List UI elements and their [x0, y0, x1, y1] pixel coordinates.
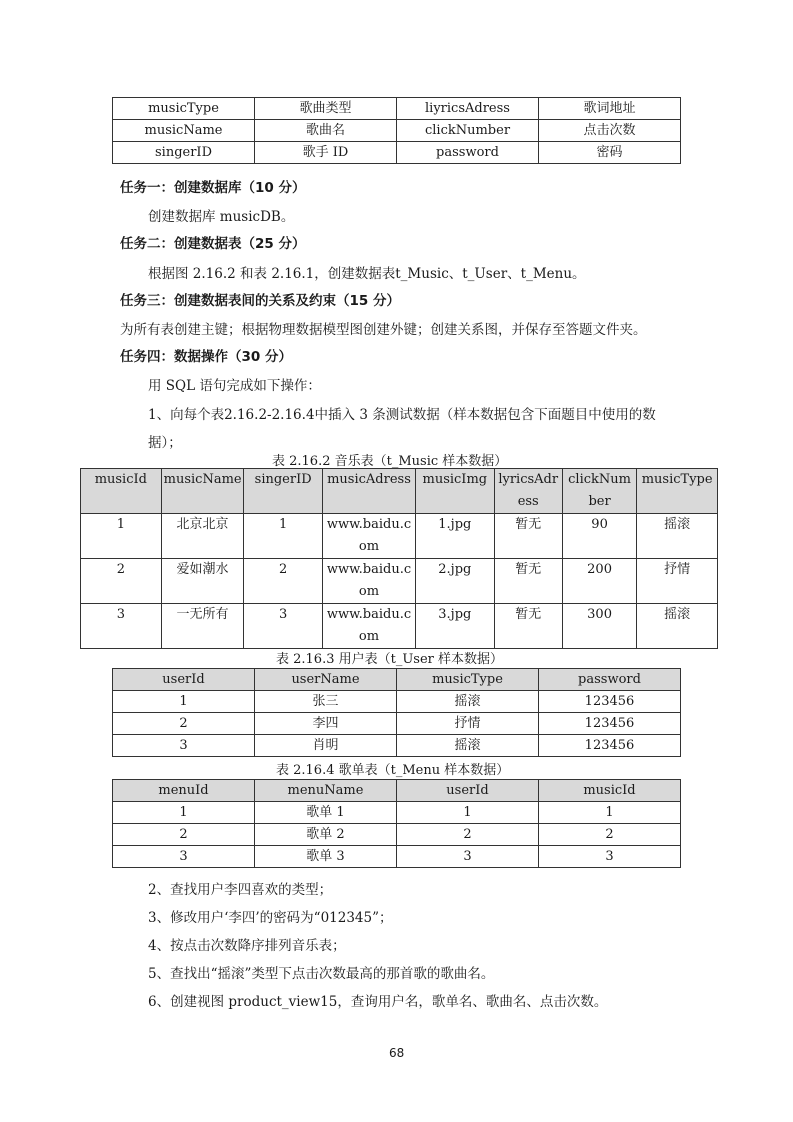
table-cell: 1 [81, 514, 162, 559]
table-row [81, 514, 718, 559]
table-cell: 90 [562, 514, 636, 559]
table-row [113, 846, 681, 868]
table-cell: 123456 [539, 735, 681, 757]
question-6: 6、创建视图 product_view15，查询用户名，歌单名、歌曲名、点击次数。 [148, 994, 608, 1010]
table-cell: 一无所有 [161, 604, 244, 649]
column-header: musicType [397, 669, 539, 691]
table-row [81, 604, 718, 649]
question-2: 2、查找用户李四喜欢的类型； [148, 882, 333, 898]
table-cell: musicName [113, 120, 255, 142]
music-table [80, 468, 718, 649]
field-description-table [112, 97, 681, 164]
table-cell: 1 [539, 802, 681, 824]
question-5: 5、查找出“摇滚”类型下点击次数最高的那首歌的歌曲名。 [148, 966, 495, 982]
table-cell: 暂无 [494, 604, 562, 649]
table-cell: 抒情 [637, 559, 718, 604]
table-cell: 摇滚 [637, 514, 718, 559]
table-cell: 3 [244, 604, 323, 649]
table-cell: 2 [113, 824, 255, 846]
task4-intro: 用 SQL 语句完成如下操作： [148, 378, 321, 394]
table-cell: 摇滚 [397, 691, 539, 713]
table-cell: 3 [81, 604, 162, 649]
column-header: musicAdress [322, 469, 415, 514]
table-header-row [113, 669, 681, 691]
table-cell: 李四 [255, 713, 397, 735]
task3-text: 为所有表创建主键；根据物理数据模型图创建外键；创建关系图，并保存至答题文件夹。 [120, 322, 647, 338]
table-header-row [81, 469, 718, 514]
column-header: clickNumber [562, 469, 636, 514]
table-cell: 歌手 ID [255, 142, 397, 164]
table-row [113, 120, 681, 142]
table-cell: 歌单 2 [255, 824, 397, 846]
user-table [112, 668, 681, 757]
table-cell: 3 [539, 846, 681, 868]
table-cell: 3 [113, 846, 255, 868]
table-cell: 肖明 [255, 735, 397, 757]
table-cell: 1 [397, 802, 539, 824]
table-row [113, 691, 681, 713]
task2-text: 根据图 2.16.2 和表 2.16.1，创建数据表t_Music、t_User、t_Menu。 [148, 266, 586, 282]
question-4: 4、按点击次数降序排列音乐表； [148, 938, 346, 954]
table-row [113, 802, 681, 824]
task4-item1-line2: 据）； [148, 435, 182, 451]
table-cell: singerID [113, 142, 255, 164]
task1-text: 创建数据库 musicDB。 [148, 209, 295, 225]
task1-heading: 任务一：创建数据库（10 分） [120, 180, 306, 196]
table-cell: 2 [81, 559, 162, 604]
table-cell: password [397, 142, 539, 164]
menu-table-caption: 表 2.16.4 歌单表（t_Menu 样本数据） [276, 763, 510, 778]
column-header: userId [113, 669, 255, 691]
task3-heading: 任务三：创建数据表间的关系及约束（15 分） [120, 293, 400, 309]
menu-table [112, 779, 681, 868]
column-header: musicName [161, 469, 244, 514]
table-cell: 北京北京 [161, 514, 244, 559]
table-cell: liyricsAdress [397, 98, 539, 120]
table-row [113, 142, 681, 164]
table-cell: 爱如潮水 [161, 559, 244, 604]
table-cell: 123456 [539, 691, 681, 713]
table-cell: musicType [113, 98, 255, 120]
table-cell: 歌曲类型 [255, 98, 397, 120]
table-cell: 123456 [539, 713, 681, 735]
table-cell: www.baidu.com [322, 514, 415, 559]
table-cell: 300 [562, 604, 636, 649]
table-cell: 歌词地址 [539, 98, 681, 120]
table-cell: 点击次数 [539, 120, 681, 142]
table-row [81, 559, 718, 604]
table-cell: www.baidu.com [322, 604, 415, 649]
music-table-caption: 表 2.16.2 音乐表（t_Music 样本数据） [272, 454, 508, 469]
column-header: singerID [244, 469, 323, 514]
table-row [113, 98, 681, 120]
table-cell: 密码 [539, 142, 681, 164]
column-header: userName [255, 669, 397, 691]
column-header: userId [397, 780, 539, 802]
table-cell: 2 [397, 824, 539, 846]
table-cell: 2 [244, 559, 323, 604]
table-cell: 200 [562, 559, 636, 604]
task4-item1-line1: 1、向每个表2.16.2-2.16.4中插入 3 条测试数据（样本数据包含下面题目中使用的数 [148, 407, 656, 423]
task4-heading: 任务四：数据操作（30 分） [120, 349, 292, 365]
table-cell: 3 [397, 846, 539, 868]
table-cell: 暂无 [494, 514, 562, 559]
table-cell: 摇滚 [397, 735, 539, 757]
table-header-row [113, 780, 681, 802]
column-header: musicImg [416, 469, 495, 514]
column-header: menuName [255, 780, 397, 802]
column-header: musicType [637, 469, 718, 514]
column-header: password [539, 669, 681, 691]
table-cell: 歌单 3 [255, 846, 397, 868]
column-header: musicId [539, 780, 681, 802]
column-header: lyricsAdress [494, 469, 562, 514]
table-row [113, 824, 681, 846]
table-cell: 2 [539, 824, 681, 846]
question-3: 3、修改用户‘李四’的密码为“012345”； [148, 910, 393, 926]
table-cell: 1.jpg [416, 514, 495, 559]
table-cell: 暂无 [494, 559, 562, 604]
table-cell: 2.jpg [416, 559, 495, 604]
table-cell: 歌曲名 [255, 120, 397, 142]
table-cell: 3.jpg [416, 604, 495, 649]
table-cell: 张三 [255, 691, 397, 713]
table-cell: www.baidu.com [322, 559, 415, 604]
table-row [113, 735, 681, 757]
table-cell: 1 [113, 691, 255, 713]
table-row [113, 713, 681, 735]
column-header: menuId [113, 780, 255, 802]
column-header: musicId [81, 469, 162, 514]
task2-heading: 任务二：创建数据表（25 分） [120, 236, 306, 252]
table-cell: 1 [244, 514, 323, 559]
table-cell: 3 [113, 735, 255, 757]
page-number: 68 [389, 1046, 405, 1060]
user-table-caption: 表 2.16.3 用户表（t_User 样本数据） [276, 652, 504, 667]
table-cell: 1 [113, 802, 255, 824]
table-cell: 歌单 1 [255, 802, 397, 824]
table-cell: 摇滚 [637, 604, 718, 649]
table-cell: 2 [113, 713, 255, 735]
table-cell: 抒情 [397, 713, 539, 735]
table-cell: clickNumber [397, 120, 539, 142]
